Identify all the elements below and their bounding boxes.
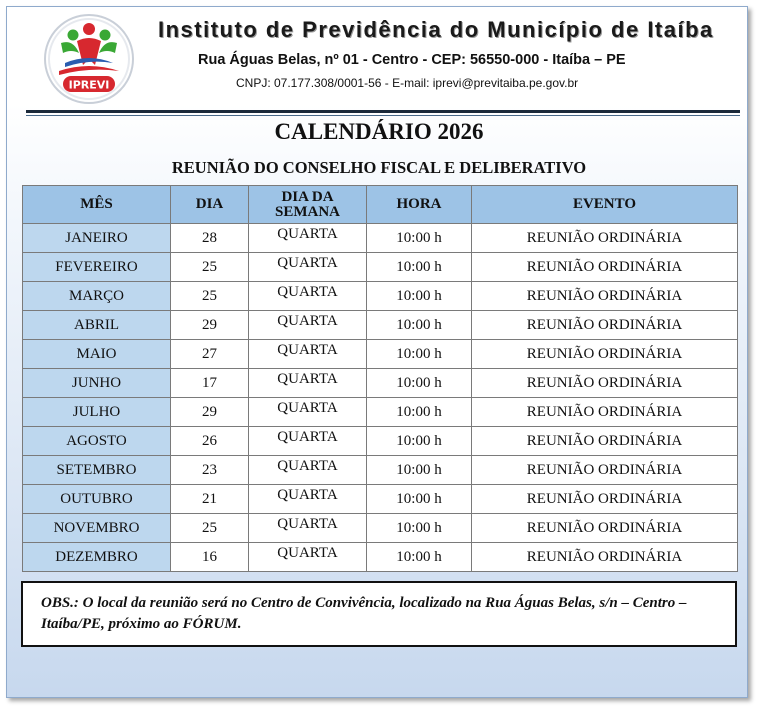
page-title: CALENDÁRIO 2026 xyxy=(274,119,484,144)
weekday-cell: QUARTA xyxy=(249,543,367,572)
table-row xyxy=(23,456,738,485)
weekday-cell: QUARTA xyxy=(249,224,367,253)
month-cell: NOVEMBRO xyxy=(23,514,171,543)
table-row xyxy=(23,224,738,253)
month-cell: JANEIRO xyxy=(23,224,171,253)
table-row xyxy=(23,369,738,398)
event-cell: REUNIÃO ORDINÁRIA xyxy=(472,311,738,340)
time-cell: 10:00 h xyxy=(367,485,472,514)
time-cell: 10:00 h xyxy=(367,224,472,253)
time-cell: 10:00 h xyxy=(367,514,472,543)
month-cell: DEZEMBRO xyxy=(23,543,171,572)
table-row xyxy=(23,427,738,456)
event-cell: REUNIÃO ORDINÁRIA xyxy=(472,340,738,369)
organization-contact: CNPJ: 07.177.308/0001-56 - E-mail: iprevi@previtaiba.pe.gov.br xyxy=(236,76,579,90)
column-header-day: DIA xyxy=(171,186,249,224)
weekday-cell: QUARTA xyxy=(249,369,367,398)
table-row xyxy=(23,282,738,311)
organization-name: Instituto de Previdência do Município de Itaíba xyxy=(158,17,714,42)
organization-address: Rua Águas Belas, nº 01 - Centro - CEP: 56550-000 - Itaíba – PE xyxy=(198,52,626,68)
month-cell: AGOSTO xyxy=(23,427,171,456)
column-header-event: EVENTO xyxy=(472,186,738,224)
weekday-cell: QUARTA xyxy=(249,514,367,543)
table-row xyxy=(23,311,738,340)
day-cell: 28 xyxy=(171,224,249,253)
table-row xyxy=(23,398,738,427)
weekday-cell: QUARTA xyxy=(249,398,367,427)
time-cell: 10:00 h xyxy=(367,369,472,398)
month-cell: OUTUBRO xyxy=(23,485,171,514)
event-cell: REUNIÃO ORDINÁRIA xyxy=(472,514,738,543)
page-subtitle: REUNIÃO DO CONSELHO FISCAL E DELIBERATIVO xyxy=(171,158,587,177)
day-cell: 29 xyxy=(171,398,249,427)
month-cell: ABRIL xyxy=(23,311,171,340)
day-cell: 17 xyxy=(171,369,249,398)
table-row xyxy=(23,340,738,369)
time-cell: 10:00 h xyxy=(367,311,472,340)
time-cell: 10:00 h xyxy=(367,398,472,427)
month-cell: FEVEREIRO xyxy=(23,253,171,282)
header-divider-thin xyxy=(26,115,740,116)
day-cell: 25 xyxy=(171,514,249,543)
time-cell: 10:00 h xyxy=(367,282,472,311)
iprevi-logo xyxy=(43,13,135,105)
day-cell: 29 xyxy=(171,311,249,340)
column-header-weekday: DIA DA SEMANA xyxy=(249,186,367,224)
day-cell: 23 xyxy=(171,456,249,485)
day-cell: 25 xyxy=(171,282,249,311)
event-cell: REUNIÃO ORDINÁRIA xyxy=(472,543,738,572)
weekday-cell: QUARTA xyxy=(249,253,367,282)
event-cell: REUNIÃO ORDINÁRIA xyxy=(472,282,738,311)
header-divider-thick xyxy=(26,110,740,113)
observation-note: OBS.: O local da reunião será no Centro de Convivência, localizado na Rua Águas Belas, s/n – Centro – Itaíba/PE, próximo ao FÓRUM. xyxy=(21,581,737,647)
event-cell: REUNIÃO ORDINÁRIA xyxy=(472,485,738,514)
month-cell: MARÇO xyxy=(23,282,171,311)
table-header-row xyxy=(23,186,738,224)
month-cell: JUNHO xyxy=(23,369,171,398)
table-row xyxy=(23,253,738,282)
day-cell: 16 xyxy=(171,543,249,572)
weekday-cell: QUARTA xyxy=(249,456,367,485)
table-body xyxy=(23,224,738,572)
column-header-month: MÊS xyxy=(23,186,171,224)
logo-text: IPREVI xyxy=(68,78,110,92)
column-header-time: HORA xyxy=(367,186,472,224)
event-cell: REUNIÃO ORDINÁRIA xyxy=(472,224,738,253)
weekday-cell: QUARTA xyxy=(249,311,367,340)
day-cell: 27 xyxy=(171,340,249,369)
table-row xyxy=(23,485,738,514)
day-cell: 25 xyxy=(171,253,249,282)
meeting-calendar-table xyxy=(22,185,738,572)
month-cell: JULHO xyxy=(23,398,171,427)
weekday-cell: QUARTA xyxy=(249,340,367,369)
weekday-cell: QUARTA xyxy=(249,282,367,311)
event-cell: REUNIÃO ORDINÁRIA xyxy=(472,253,738,282)
event-cell: REUNIÃO ORDINÁRIA xyxy=(472,369,738,398)
time-cell: 10:00 h xyxy=(367,427,472,456)
time-cell: 10:00 h xyxy=(367,340,472,369)
time-cell: 10:00 h xyxy=(367,253,472,282)
weekday-cell: QUARTA xyxy=(249,485,367,514)
table-row xyxy=(23,514,738,543)
month-cell: MAIO xyxy=(23,340,171,369)
weekday-cell: QUARTA xyxy=(249,427,367,456)
event-cell: REUNIÃO ORDINÁRIA xyxy=(472,398,738,427)
time-cell: 10:00 h xyxy=(367,543,472,572)
day-cell: 26 xyxy=(171,427,249,456)
time-cell: 10:00 h xyxy=(367,456,472,485)
event-cell: REUNIÃO ORDINÁRIA xyxy=(472,456,738,485)
day-cell: 21 xyxy=(171,485,249,514)
month-cell: SETEMBRO xyxy=(23,456,171,485)
event-cell: REUNIÃO ORDINÁRIA xyxy=(472,427,738,456)
table-row xyxy=(23,543,738,572)
